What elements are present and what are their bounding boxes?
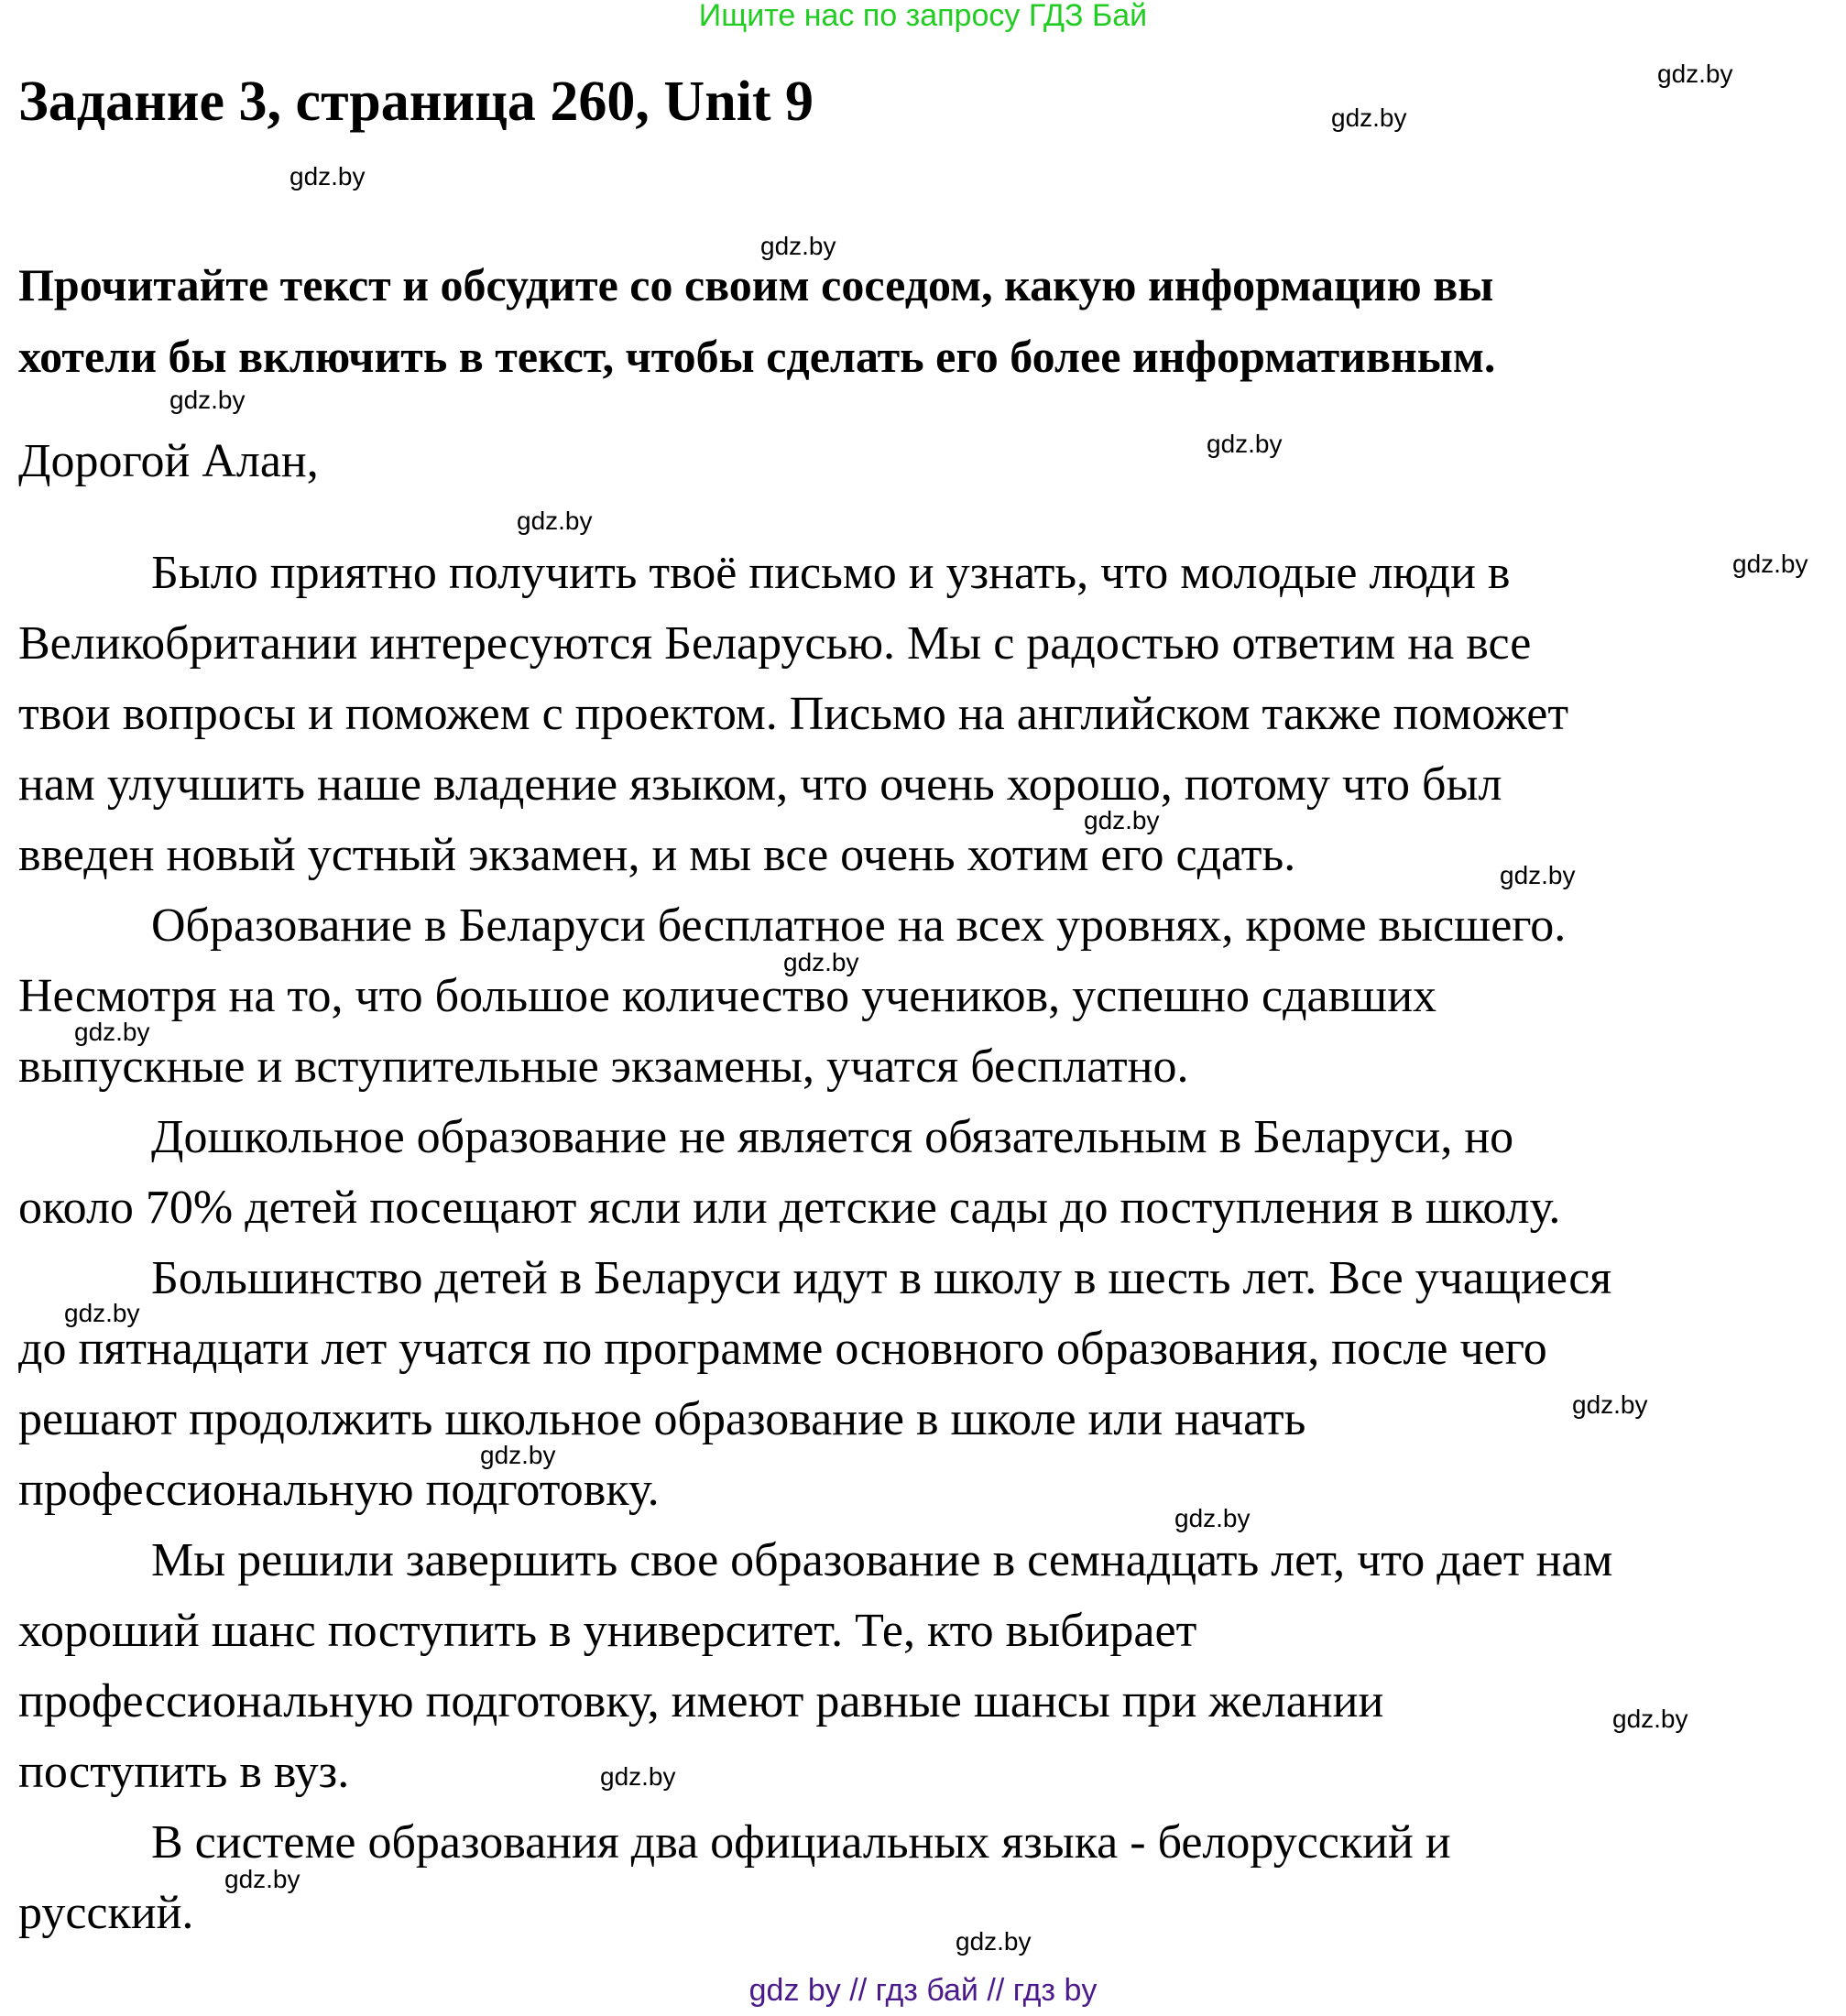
letter-line: профессиональную подготовку, имеют равные шансы при желании bbox=[18, 1675, 1384, 1727]
letter-line: В системе образования два официальных языка - белорусский и bbox=[151, 1816, 1451, 1869]
watermark: gdz.by bbox=[517, 507, 593, 535]
instruction-line: хотели бы включить в текст, чтобы сделать его более информативным. bbox=[18, 331, 1496, 382]
watermark: gdz.by bbox=[1572, 1390, 1648, 1419]
letter-line: около 70% детей посещают ясли или детские сады до поступления в школу. bbox=[18, 1182, 1561, 1234]
watermark: gdz.by bbox=[956, 1927, 1032, 1956]
search-banner: Ищите нас по запросу ГДЗ Бай bbox=[698, 0, 1148, 33]
letter-line: Мы решили завершить свое образование в семнадцать лет, что дает нам bbox=[151, 1534, 1613, 1586]
letter-line: Несмотря на то, что большое количество учеников, успешно сдавших bbox=[18, 970, 1437, 1022]
watermark: gdz.by bbox=[74, 1018, 150, 1046]
watermark: gdz.by bbox=[1732, 550, 1808, 578]
watermark: gdz.by bbox=[1657, 60, 1733, 88]
page-title: Задание 3, страница 260, Unit 9 bbox=[18, 71, 814, 133]
letter-line: хороший шанс поступить в университет. Те, кто выбирает bbox=[18, 1605, 1197, 1657]
letter-line: Большинство детей в Беларуси идут в школу в шесть лет. Все учащиеся bbox=[151, 1252, 1612, 1304]
watermark: gdz.by bbox=[64, 1299, 140, 1327]
letter-line: профессиональную подготовку. bbox=[18, 1464, 660, 1516]
instruction-line: Прочитайте текст и обсудите со своим соседом, какую информацию вы bbox=[18, 259, 1494, 311]
letter-line: Было приятно получить твоё письмо и узнать, что молодые люди в bbox=[151, 547, 1511, 599]
watermark: gdz.by bbox=[224, 1865, 300, 1893]
watermark: gdz.by bbox=[600, 1762, 676, 1791]
watermark: gdz.by bbox=[760, 232, 836, 260]
watermark: gdz.by bbox=[1612, 1705, 1688, 1733]
letter-greeting: Дорогой Алан, bbox=[18, 435, 319, 487]
watermark: gdz.by bbox=[1084, 806, 1160, 834]
letter-line: поступить в вуз. bbox=[18, 1746, 350, 1798]
watermark: gdz.by bbox=[1174, 1504, 1251, 1532]
watermark: gdz.by bbox=[480, 1441, 556, 1469]
letter-line: выпускные и вступительные экзамены, учатся бесплатно. bbox=[18, 1041, 1189, 1093]
watermark: gdz.by bbox=[169, 386, 246, 414]
letter-line: Дошкольное образование не является обязательным в Беларуси, но bbox=[151, 1111, 1514, 1163]
watermark: gdz.by bbox=[783, 948, 859, 976]
letter-line: введен новый устный экзамен, и мы все очень хотим его сдать. bbox=[18, 829, 1296, 881]
watermark: gdz.by bbox=[1207, 430, 1283, 458]
letter-line: Образование в Беларуси бесплатное на всех уровнях, кроме высшего. bbox=[151, 899, 1567, 952]
letter-line: решают продолжить школьное образование в школе или начать bbox=[18, 1393, 1306, 1445]
letter-line: твои вопросы и поможем с проектом. Письмо на английском также поможет bbox=[18, 688, 1569, 740]
watermark: gdz.by bbox=[289, 162, 366, 191]
letter-line: до пятнадцати лет учатся по программе основного образования, после чего bbox=[18, 1323, 1547, 1375]
letter-line: русский. bbox=[18, 1887, 194, 1939]
watermark: gdz.by bbox=[1500, 861, 1576, 889]
watermark: gdz.by bbox=[1331, 104, 1407, 132]
letter-line: нам улучшить наше владение языком, что очень хорошо, потому что был bbox=[18, 758, 1502, 811]
footer-links[interactable]: gdz by // гдз бай // гдз by bbox=[748, 1973, 1098, 2008]
letter-line: Великобритании интересуются Беларусью. Мы с радостью ответим на все bbox=[18, 617, 1532, 670]
